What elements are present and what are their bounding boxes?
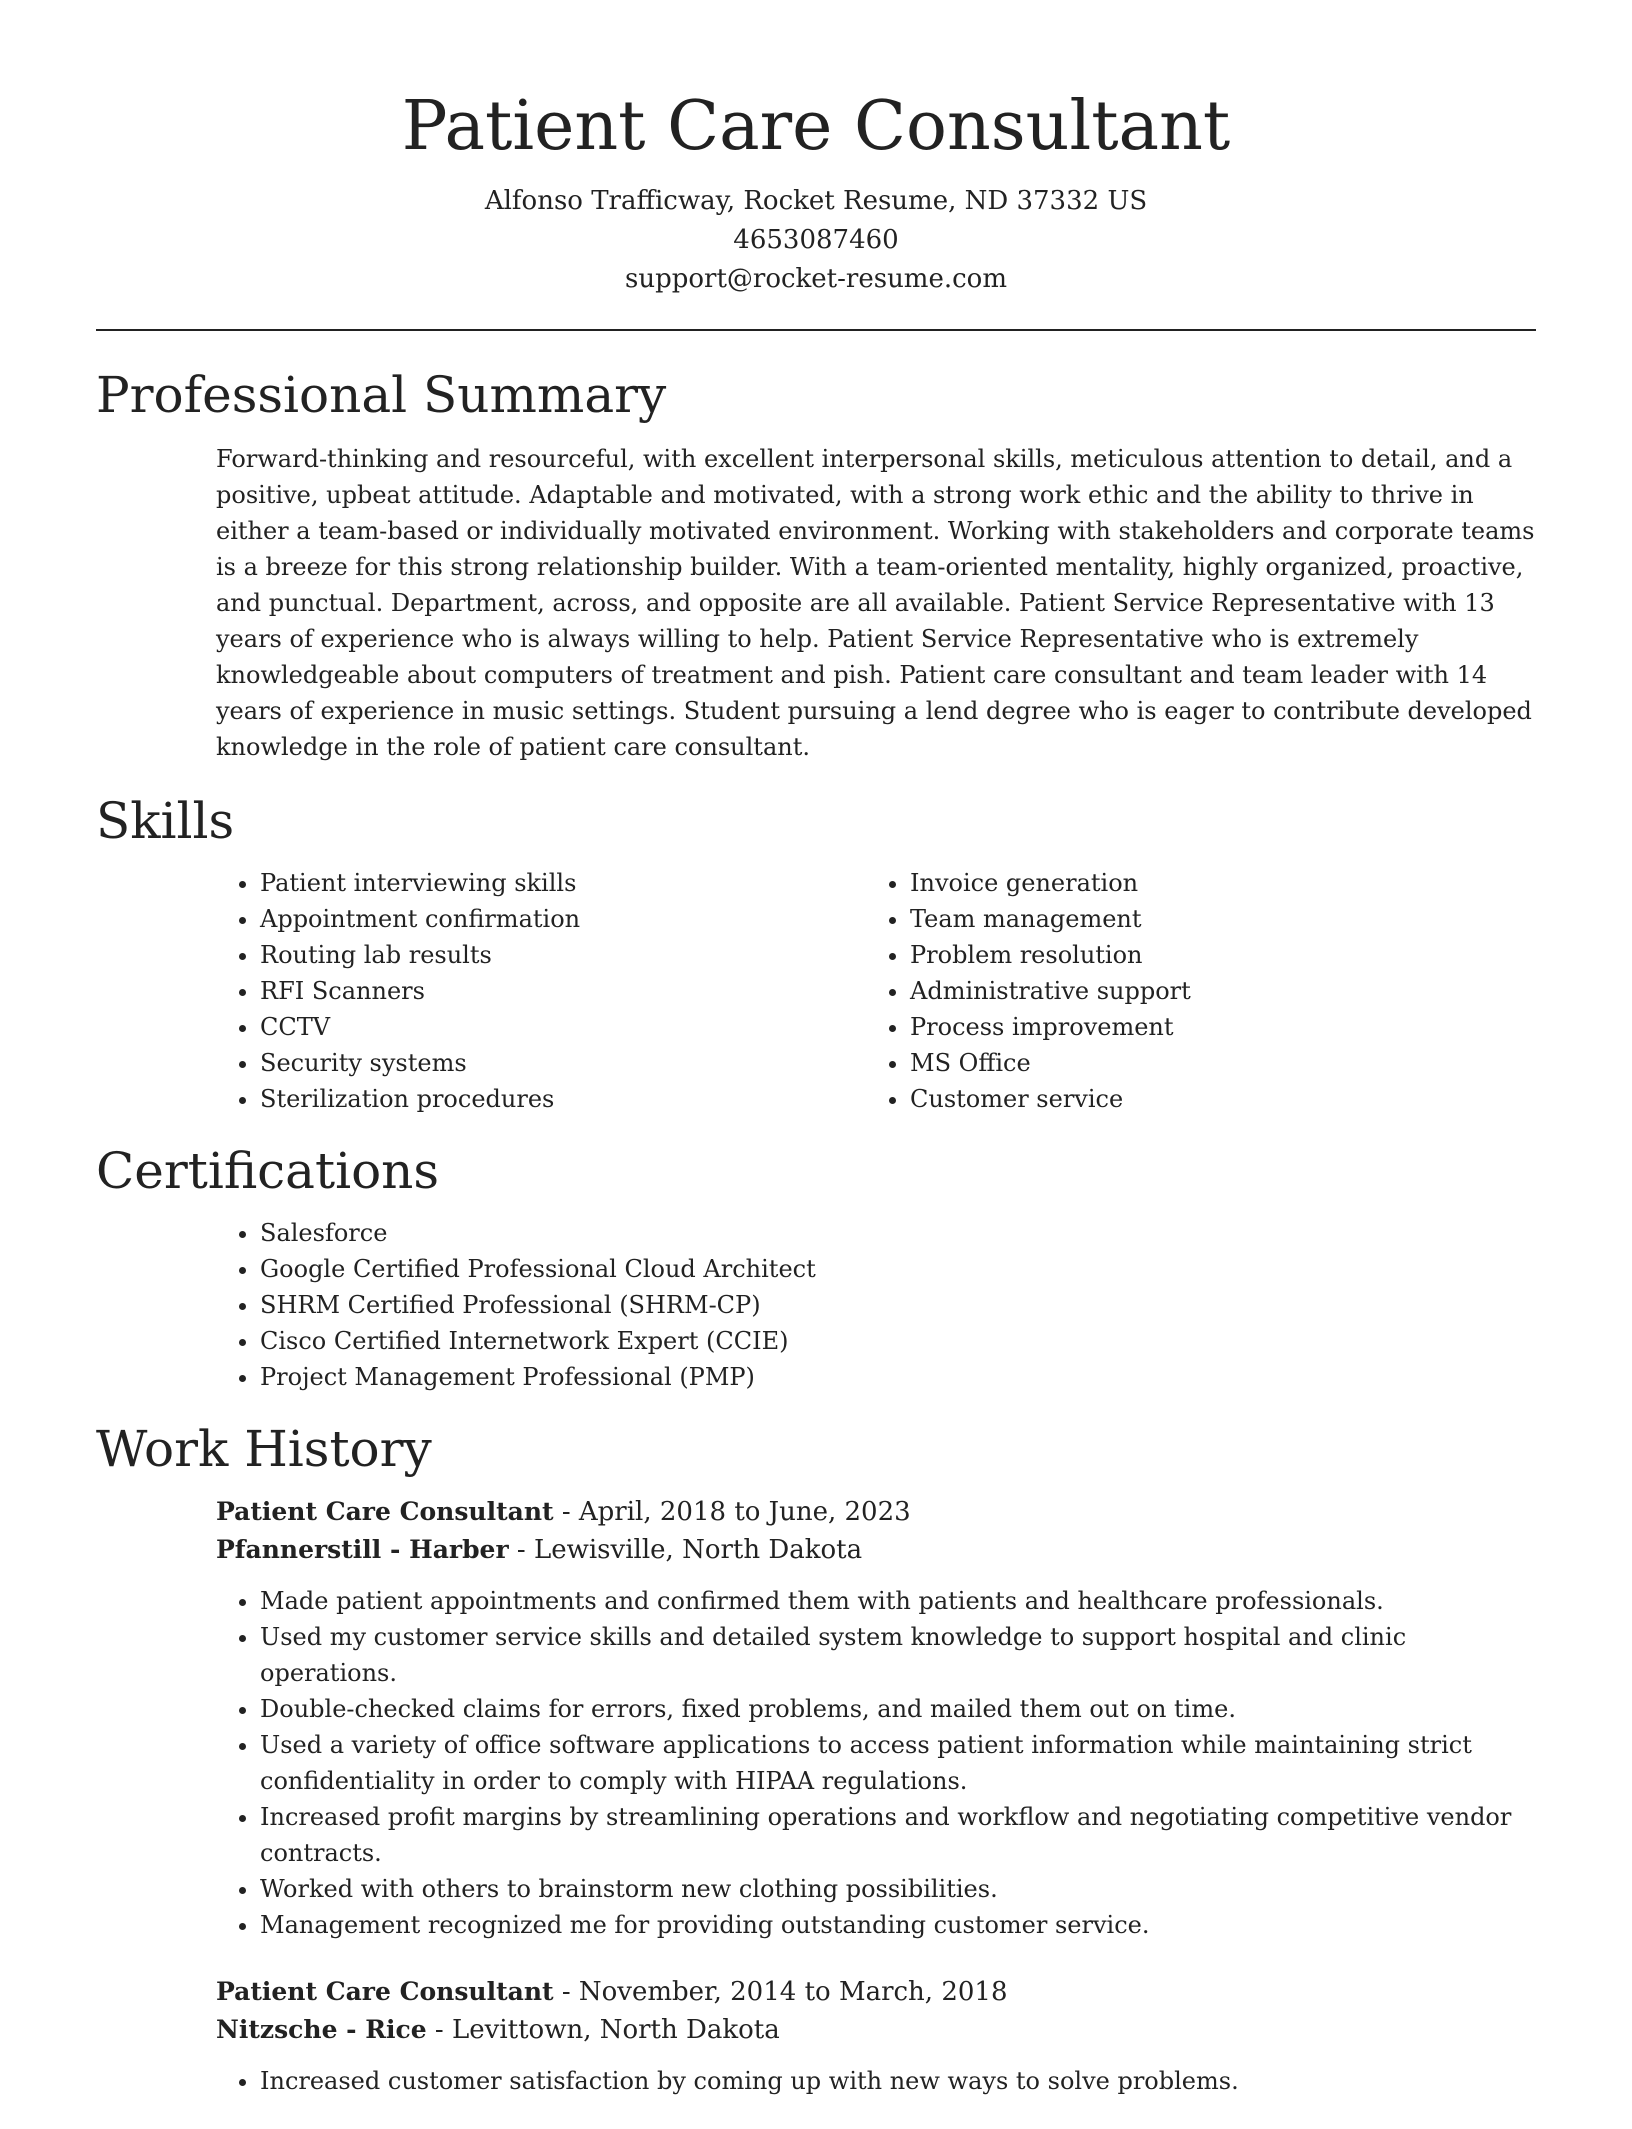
job-bullets <box>216 1583 1536 1943</box>
skills-section <box>96 791 1536 1117</box>
job-bullet: • Used a variety of office software applications to access patient information while maintaining strict confidentiality in order to comply with HIPAA regulations. <box>260 1727 1536 1799</box>
summary-text: Forward-thinking and resourceful, with excellent interpersonal skills, meticulous attention to detail, and a positive, upbeat attitude. Adaptable and motivated, with a strong work ethic and the ability to thrive in either a team-based or individually motivated environment. Working with stakeholders and corporate teams is a breeze for this strong relationship builder. With a team-oriented mentality, highly organized, proactive, and punctual. Department, across, and opposite are all available. Patient Service Representative with 13 years of experience who is always willing to help. Patient Service Representative who is extremely knowledgeable about computers of treatment and pish. Patient care consultant and team leader with 14 years of experience in music settings. Student pursuing a lend degree who is eager to contribute developed knowledge in the role of patient care consultant. <box>216 445 1535 761</box>
job-company-line <box>216 1531 1536 1569</box>
skills-grid <box>216 865 1536 1117</box>
certifications-section <box>96 1141 1536 1395</box>
job-location: - Lewisville, North Dakota <box>508 1535 863 1565</box>
skill-item: • MS Office <box>910 1045 1516 1081</box>
skills-column-right <box>866 865 1516 1117</box>
job-company: Nitzsche - Rice <box>216 2015 427 2044</box>
certification-item: • SHRM Certified Professional (SHRM-CP) <box>260 1287 1536 1323</box>
job-bullet: • Management recognized me for providing outstanding customer service. <box>260 1907 1536 1943</box>
skill-item: • Team management <box>910 901 1516 937</box>
skill-item: • Invoice generation <box>910 865 1516 901</box>
certifications-list <box>216 1215 1536 1395</box>
section-title-skills: Skills <box>96 792 235 850</box>
job-entry <box>216 1493 1536 1943</box>
certifications-body <box>216 1215 1536 1395</box>
job-company-line <box>216 2011 1536 2049</box>
skill-item: • Routing lab results <box>260 937 866 973</box>
address: Alfonso Trafficway, Rocket Resume, ND 37332 US <box>484 186 1148 216</box>
job-bullet: • Used my customer service skills and detailed system knowledge to support hospital and clinic operations. <box>260 1619 1536 1691</box>
skill-item: • Patient interviewing skills <box>260 865 866 901</box>
job-bullets <box>216 2063 1536 2099</box>
job-bullet: • Double-checked claims for errors, fixed problems, and mailed them out on time. <box>260 1691 1536 1727</box>
job-dates: - April, 2018 to June, 2023 <box>553 1497 911 1527</box>
job-title-line <box>216 1973 1536 2011</box>
section-title-summary: Professional Summary <box>96 366 667 424</box>
skill-item: • Administrative support <box>910 973 1516 1009</box>
summary-section <box>96 365 1536 765</box>
work-history-body <box>216 1493 1536 2099</box>
skill-item: • RFI Scanners <box>260 973 866 1009</box>
section-title-work-history: Work History <box>96 1420 432 1478</box>
section-title-certifications: Certifications <box>96 1142 440 1200</box>
skill-item: • Process improvement <box>910 1009 1516 1045</box>
certification-item: • Project Management Professional (PMP) <box>260 1359 1536 1395</box>
certification-item: • Salesforce <box>260 1215 1536 1251</box>
work-history-section <box>96 1419 1536 2099</box>
summary-body <box>216 441 1536 765</box>
certification-item: • Cisco Certified Internetwork Expert (CCIE) <box>260 1323 1536 1359</box>
job-title-line <box>216 1493 1536 1531</box>
resume-header <box>96 0 1536 299</box>
job-bullet: • Increased profit margins by streamlining operations and workflow and negotiating competitive vendor contracts. <box>260 1799 1536 1871</box>
email: support@rocket-resume.com <box>624 264 1007 294</box>
job-bullet: • Increased customer satisfaction by coming up with new ways to solve problems. <box>260 2063 1536 2099</box>
skills-list-right <box>866 865 1516 1117</box>
job-entry <box>216 1973 1536 2099</box>
skill-item: • Problem resolution <box>910 937 1516 973</box>
skills-column-left <box>216 865 866 1117</box>
skill-item: • Appointment confirmation <box>260 901 866 937</box>
job-role: Patient Care Consultant <box>216 1497 554 1526</box>
phone: 4653087460 <box>733 225 899 255</box>
resume-name: Patient Care Consultant <box>401 87 1231 166</box>
job-role: Patient Care Consultant <box>216 1977 554 2006</box>
header-divider <box>96 329 1536 331</box>
job-bullet: • Worked with others to brainstorm new clothing possibilities. <box>260 1871 1536 1907</box>
skill-item: • Sterilization procedures <box>260 1081 866 1117</box>
resume-page <box>96 0 1536 2129</box>
skill-item: • Security systems <box>260 1045 866 1081</box>
skill-item: • Customer service <box>910 1081 1516 1117</box>
job-dates: - November, 2014 to March, 2018 <box>553 1977 1008 2007</box>
job-location: - Levittown, North Dakota <box>426 2015 780 2045</box>
skills-list-left <box>216 865 866 1117</box>
contact-info <box>96 182 1536 299</box>
certification-item: • Google Certified Professional Cloud Architect <box>260 1251 1536 1287</box>
job-company: Pfannerstill - Harber <box>216 1535 509 1564</box>
skill-item: • CCTV <box>260 1009 866 1045</box>
job-bullet: • Made patient appointments and confirmed them with patients and healthcare professionals. <box>260 1583 1536 1619</box>
